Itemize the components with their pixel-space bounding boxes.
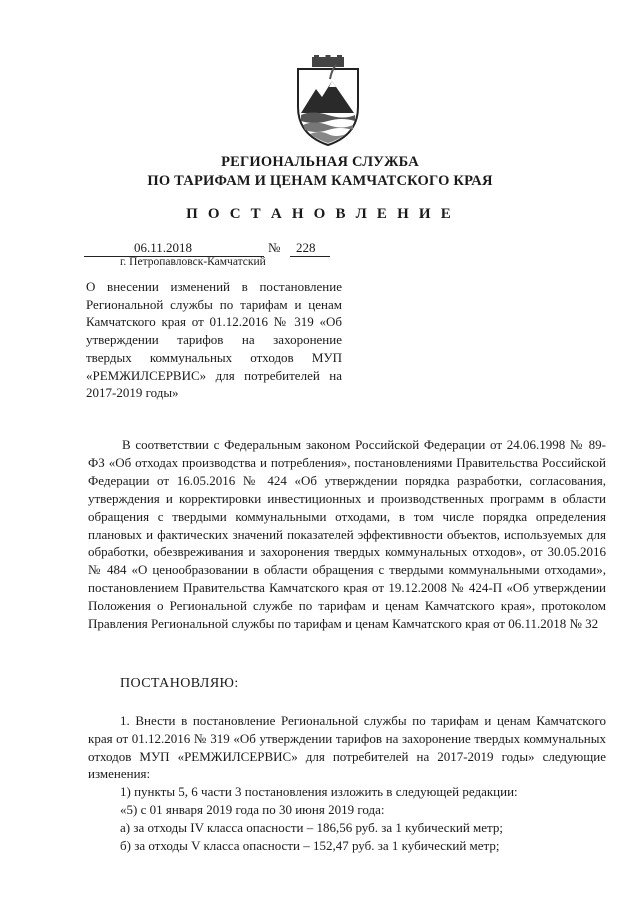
body-paragraph-3: «5) с 01 января 2019 года по 30 июня 2019 года: [120,801,385,817]
body-paragraph-1: 1. Внести в постановление Региональной службы по тарифам и ценам Камчатского края от 01.12.2016 № 319 «Об утверждении тарифов на захоронение твердых коммунальных отходов МУП «РЕМЖИЛСЕРВИС» для потребителей на 2017-2019 годы» следующие изменения: [88,713,606,782]
document-subject: О внесении изменений в постановление Региональной службы по тарифам и ценам Камчатского края от 01.12.2016 № 319 «Об утверждении тарифов на захоронение твердых коммунальных отходов МУП «РЕМЖИЛСЕРВИС» для потребителей на 2017-2019 годы» [86,279,342,401]
body-paragraph-5: б) за отходы V класса опасности – 152,47 руб. за 1 кубический метр; [120,837,500,853]
body-paragraph-2: 1) пункты 5, 6 части 3 постановления изложить в следующей редакции: [120,784,518,800]
kamchatka-coat-of-arms-icon [292,55,364,147]
decree-word: ПОСТАНОВЛЯЮ: [120,676,239,691]
body-paragraph-4: а) за отходы IV класса опасности – 186,56 руб. за 1 кубический метр; [120,819,503,835]
place-of-issue: г. Петропавловск-Камчатский [120,256,266,268]
agency-name-line2: ПО ТАРИФАМ И ЦЕНАМ КАМЧАТСКОГО КРАЯ [147,173,493,189]
number-underline [290,256,330,257]
agency-name-line1: РЕГИОНАЛЬНАЯ СЛУЖБА [221,154,419,170]
preamble-paragraph: В соответствии с Федеральным законом Российской Федерации от 24.06.1998 № 89-ФЗ «Об отходах производства и потребления», постановлениями Правительства Российской Федерации от 16.05.2016 № 424 «Об утверждении порядка разработки, согласования, утверждения и корректировки инвестиционных и производственных программ в области обращения с твердыми коммунальными отходами, в том числе порядка определения плановых и фактических значений показателей эффективности объектов, используемых для обработки, обезвреживания и захоронения твердых коммунальных отходов», от 30.05.2016 № 484 «О ценообразовании в области обращения с твердыми коммунальными отходами», постановлением Правительства Камчатского края от 19.12.2008 № 424-П «Об утверждении Положения о Региональной службе по тарифам и ценам Камчатского края», протоколом Правления Региональной службы по тарифам и ценам Камчатского края от 06.11.2018 № 32 [88,437,606,632]
number-sign: № [268,240,281,255]
document-type-title: П О С Т А Н О В Л Е Н И Е [186,206,454,222]
document-date: 06.11.2018 [134,240,193,255]
decree-body [88,712,606,854]
document-number: 228 [296,240,316,255]
